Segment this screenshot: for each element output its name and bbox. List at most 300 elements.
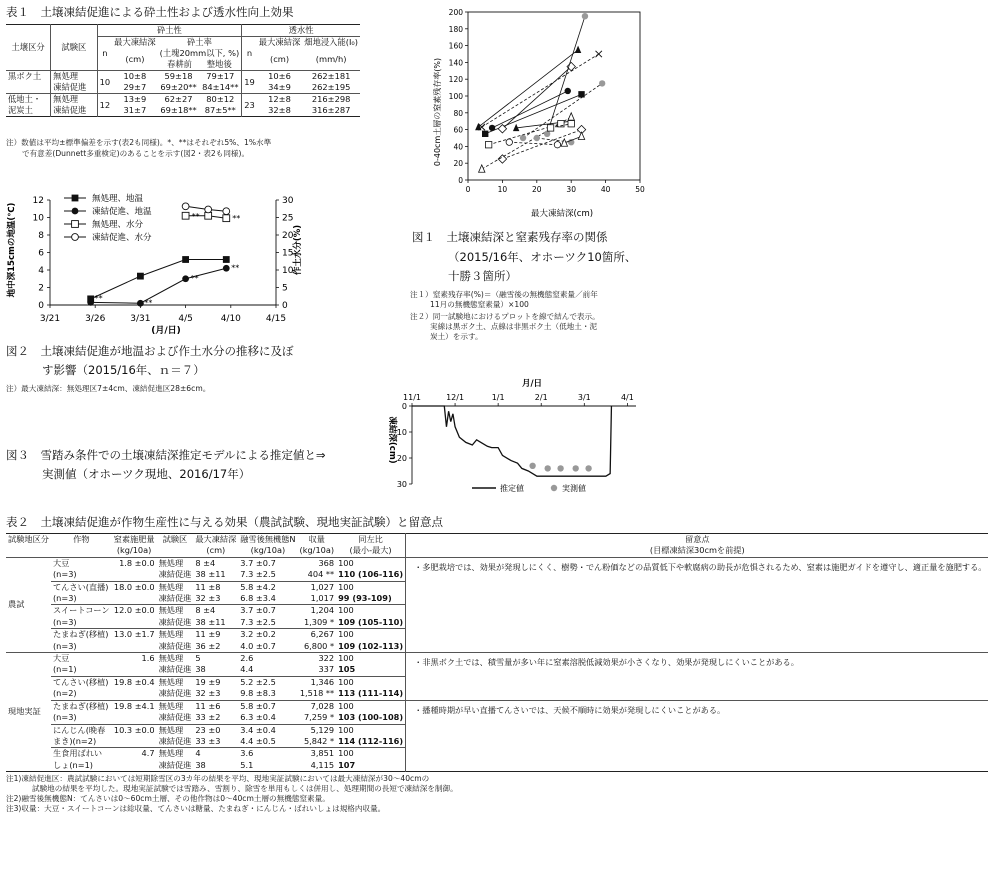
fig1-point	[489, 125, 495, 131]
t2-yield: 1,204	[310, 605, 335, 616]
t1-plot: 凍結促進	[51, 105, 97, 117]
fig2-legend-label: 無処理、地温	[92, 194, 144, 204]
t2-plot: 凍結促進	[158, 640, 192, 651]
t1-n1: 12	[99, 99, 111, 110]
t2-ratio: 100	[336, 700, 406, 712]
t1-plot: 凍結促進	[51, 82, 97, 94]
t2-fert	[112, 760, 157, 772]
fig1-series-line	[537, 138, 571, 142]
t2-plot: 凍結促進	[158, 664, 192, 675]
t2-depth: 38 ±11	[195, 569, 226, 580]
fig2-significance-stars: **	[94, 293, 103, 303]
t2-yield: 1,017	[310, 593, 335, 604]
t1-hdr-n2: n	[246, 48, 253, 58]
t1-hdr-depth: 最大凍結深	[114, 37, 156, 47]
fig1-point	[578, 91, 584, 97]
fig1-point	[547, 125, 553, 131]
fig3-xtick-label: 3/1	[577, 393, 591, 402]
t2-plot: 凍結促進	[158, 712, 192, 723]
fig1-note-2: 注２）同一試験地におけるプロットを線で結んで表示。	[410, 312, 600, 321]
t1-after: 79±17	[199, 71, 241, 83]
fig3-ytick-label: 20	[396, 454, 407, 463]
t2-fert	[112, 569, 157, 581]
t2-ratio: 110 (106-116)	[336, 569, 406, 581]
fig2-ytick-right-label: 30	[282, 196, 294, 206]
fig2-point	[223, 215, 230, 222]
t1-plot: 無処理	[51, 71, 97, 83]
fig1-series-line	[509, 142, 557, 145]
fig3-xtick-label: 12/1	[446, 393, 465, 402]
fig3-xtick-label: 1/1	[491, 393, 505, 402]
t2-plot: 無処理	[158, 605, 184, 616]
t2-plot: 凍結促進	[158, 735, 192, 746]
fig2-xtick-label: 3/26	[85, 314, 106, 324]
t2-ratio: 103 (100-108)	[336, 712, 406, 724]
t2-depth: 5	[195, 653, 201, 664]
fig1-point	[565, 88, 571, 94]
fig1-series-line	[478, 50, 578, 127]
t1-depth1: 31±7	[123, 105, 147, 115]
t1-soil	[6, 82, 51, 94]
fig2-point	[182, 212, 189, 219]
t2-minN: 3.2 ±0.2	[240, 629, 276, 640]
fig2-legend-label: 凍結促進、地温	[92, 207, 152, 217]
t2-minN: 3.7 ±0.7	[240, 605, 276, 616]
t1-hdr-soil: 土壌区分	[6, 25, 51, 71]
t2-h-yield-unit: (kg/10a)	[299, 545, 335, 556]
table2-caption: 表２ 土壌凍結促進が作物生産性に与える効果（農試試験、現地実証試験）と留意点	[6, 515, 443, 529]
t2-h-yield: 収量	[308, 534, 325, 544]
t2-ratio: 105	[336, 664, 406, 676]
fig1-series-line	[523, 83, 602, 138]
t1-after: 80±12	[199, 94, 241, 106]
t1-infil: 216±298	[311, 94, 351, 104]
t1-before: 62±27	[164, 94, 193, 104]
fig3-legend-est: 推定値	[500, 484, 524, 493]
t2-fert	[112, 617, 157, 629]
t2-minN: 5.8 ±0.7	[240, 700, 276, 711]
fig2-ytick-left-label: 4	[38, 266, 44, 276]
t2-depth: 19 ±9	[195, 676, 221, 687]
t2-fert: 4.7	[141, 748, 155, 759]
fig1-point	[485, 142, 491, 148]
fig1-ytick-label: 100	[448, 92, 463, 101]
table2-wrap	[6, 533, 987, 814]
t2-crop: 大豆	[52, 653, 70, 664]
t1-soil: 低地土・	[6, 94, 51, 106]
fig2-xtick-label: 3/31	[130, 314, 151, 324]
t2-h-ratio: 同左比	[336, 534, 406, 546]
t1-depth2: 34±9	[268, 82, 291, 92]
t1-n2: 19	[244, 76, 255, 87]
t2-crop: 生食用ばれい	[52, 748, 103, 759]
t2-ratio: 100	[336, 581, 406, 593]
t2-ratio: 100	[336, 653, 406, 665]
fig2-ytick-right-label: 0	[282, 301, 288, 311]
t2-yield: 1,027	[310, 581, 335, 592]
fig1-point	[544, 131, 550, 137]
t1-hdr-infil-unit: (mm/h)	[315, 53, 347, 64]
t2-yield: 368	[318, 557, 335, 568]
t2-crop: スイートコーン	[52, 605, 110, 616]
t1-group-saido: 砕土性	[97, 25, 242, 37]
fig3-xtick-label: 11/1	[403, 393, 421, 402]
t2-fert	[112, 664, 157, 676]
fig2-ytick-right-label: 5	[282, 283, 288, 294]
t2-depth: 8 ±4	[195, 557, 216, 568]
t2-depth: 11 ±8	[195, 581, 221, 592]
t2-minN: 4.4	[240, 664, 254, 675]
t1-infil: 262±181	[311, 71, 351, 81]
fig2-ytick-left-label: 12	[32, 196, 44, 206]
fig3-observed-point	[529, 463, 535, 469]
fig1-point	[554, 142, 560, 148]
t2-fert: 1.8 ±0.0	[119, 557, 155, 568]
t2-crop: (n=2)	[52, 688, 77, 699]
t2-yield: 7,028	[310, 700, 335, 711]
fig2-xtick-label: 4/10	[220, 314, 241, 324]
t2-plot: 凍結促進	[158, 688, 192, 699]
t2-yield: 1,518 **	[299, 688, 335, 699]
t1-depth2: 32±8	[268, 105, 291, 115]
fig2-caption-2: す影響（2015/16年、ｎ＝７）	[42, 363, 205, 377]
fig3-legend-obs-marker	[551, 485, 557, 491]
fig1-point	[568, 121, 574, 127]
t1-before: 69±20**	[160, 82, 197, 92]
fig3-ytick-label: 10	[396, 428, 407, 437]
t2-fert: 18.0 ±0.0	[113, 581, 155, 592]
fig2-point	[182, 203, 189, 210]
table1	[6, 24, 360, 117]
t2-plot: 無処理	[158, 653, 184, 664]
t2-fert	[112, 736, 157, 748]
fig2-significance-stars: **	[191, 211, 200, 221]
t2-h-fert-unit: (kg/10a)	[116, 545, 152, 556]
t2-ratio: 107	[336, 760, 406, 772]
fig2-point	[72, 221, 79, 228]
table-row	[6, 700, 988, 712]
fig1-ytick-label: 20	[453, 159, 463, 169]
t2-h-remarks: 留意点	[685, 534, 710, 544]
fig2-xtick-label: 3/21	[39, 314, 61, 324]
t2-minN: 6.8 ±3.4	[240, 593, 276, 604]
t2-remark-text: ・多肥栽培では、効果が発現しにくく、樹勢・でん粉価などの品質低下や軟腐病の助長が危惧されるため、窒素は施肥ガイドを遵守し、適正量を施肥する。	[414, 561, 987, 572]
fig2-point	[72, 195, 79, 202]
fig1-point	[599, 80, 605, 86]
fig2-ytick-left-label: 6	[38, 248, 44, 259]
table2-note-1b: 試験地の結果を平均した。現地実証試験では雪踏み、雪割り、除雪を単用もしくは併用し、処理期間の長短で凍結深を制御。	[32, 784, 458, 794]
t2-minN: 9.8 ±8.3	[240, 688, 276, 699]
fig2-note: 注）最大凍結深：無処理区7±4cm、凍結促進区28±6cm。	[6, 384, 211, 393]
table1-caption: 表１ 土壌凍結促進による砕土性および透水性向上効果	[6, 5, 294, 19]
t2-plot: 無処理	[158, 676, 184, 687]
t2-yield: 6,267	[310, 629, 335, 640]
t1-infil: 316±287	[311, 105, 351, 115]
fig2-significance-stars: **	[231, 263, 240, 273]
t1-hdr-rate-sub: (土塊20mm以下, %)	[159, 48, 240, 58]
t2-fert: 10.3 ±0.0	[113, 724, 155, 735]
fig1-ytick-label: 180	[448, 24, 463, 34]
fig2-xtick-label: 4/5	[178, 314, 193, 324]
fig2-ytick-right-label: 15	[282, 248, 294, 259]
fig1-point	[506, 139, 512, 145]
t2-crop: たまねぎ(移植)	[52, 629, 109, 640]
t1-hdr-rate-block	[158, 48, 242, 71]
fig2-point	[72, 234, 79, 241]
t2-yield: 404 **	[307, 569, 335, 580]
fig2-ylabel-left: 地中深15cmの地温(℃)	[7, 202, 17, 298]
fig2-series-line	[91, 268, 227, 303]
t2-depth: 38	[195, 759, 206, 770]
fig2-point	[223, 265, 230, 272]
t1-hdr-plot: 試験区	[51, 25, 97, 71]
t1-n2: 23	[244, 99, 255, 110]
t2-remark	[406, 700, 988, 771]
fig1-note-2c: 炭土）を示す。	[430, 332, 483, 341]
t2-minN: 7.3 ±2.5	[240, 569, 276, 580]
t2-yield: 1,309 *	[303, 616, 335, 627]
fig2-point	[205, 212, 212, 219]
t2-depth: 11 ±6	[195, 700, 221, 711]
fig3-ytick-label: 0	[401, 402, 407, 411]
t1-hdr-infil: 畑地浸入能(I₀)	[304, 37, 358, 47]
fig1-ytick-label: 120	[448, 75, 463, 85]
fig3-observed-point	[557, 465, 563, 471]
fig3-observed-point	[544, 465, 550, 471]
fig2-significance-stars: **	[144, 298, 153, 308]
fig1-xtick-label: 50	[635, 185, 645, 194]
t1-depth2: 10±6	[268, 71, 291, 81]
fig2-point	[72, 208, 79, 215]
t2-fert: 12.0 ±0.0	[113, 605, 155, 616]
t2-h-depth-unit: (cm)	[206, 545, 226, 556]
fig2-point	[137, 300, 144, 307]
t1-depth1: 13±9	[123, 94, 147, 104]
t2-fert	[112, 641, 157, 653]
t2-yield: 1,346	[310, 676, 335, 687]
fig1-ytick-label: 0	[458, 176, 463, 185]
fig1-caption-2: （2015/16年、オホーツク10箇所、	[448, 250, 637, 264]
fig2-ytick-left-label: 2	[38, 283, 44, 294]
t2-crop: てんさい(移植)	[52, 676, 109, 687]
fig2-ytick-right-label: 25	[282, 213, 294, 224]
fig1-point	[575, 46, 581, 53]
t1-after: 87±5**	[199, 105, 241, 117]
fig2-significance-stars: **	[232, 214, 241, 224]
fig1-xtick-label: 40	[600, 185, 611, 194]
t2-depth: 23 ±0	[195, 724, 221, 735]
t2-ratio: 109 (102-113)	[336, 641, 406, 653]
fig1-ytick-label: 40	[453, 142, 463, 152]
table1-note-2: で有意差(Dunnett多重検定)のあることを示す(図2・表2も同様)。	[22, 149, 250, 158]
t2-fert	[112, 712, 157, 724]
t2-minN: 3.7 ±0.7	[240, 557, 276, 568]
t1-depth1: 10±8	[123, 71, 147, 81]
fig1-caption-1: 図１ 土壌凍結深と窒素残存率の関係	[412, 230, 608, 244]
t2-depth: 38 ±11	[195, 616, 226, 627]
fig2-point	[182, 256, 189, 263]
t2-fert	[112, 688, 157, 700]
fig2-xlabel: (月/日)	[151, 326, 181, 336]
t1-n1: 10	[99, 76, 111, 87]
t2-crop: しょ(n=1)	[52, 759, 93, 770]
fig1-series-line	[492, 91, 568, 128]
t1-group-tousui: 透水性	[242, 25, 360, 37]
t2-depth: 33 ±3	[195, 735, 221, 746]
t2-depth: 8 ±4	[195, 605, 216, 616]
t2-ratio: 114 (112-116)	[336, 736, 406, 748]
fig1-ytick-label: 60	[453, 125, 463, 135]
fig1-chart	[412, 4, 648, 222]
fig2-point	[205, 206, 212, 213]
t2-crop: 大豆	[52, 557, 70, 568]
t2-crop: (n=1)	[52, 664, 77, 675]
t2-yield: 4,115	[310, 759, 335, 770]
t2-minN: 4.4 ±0.5	[240, 735, 276, 746]
t2-depth: 32 ±3	[195, 688, 221, 699]
t2-ratio: 100	[336, 724, 406, 736]
fig2-caption-1: 図２ 土壌凍結促進が地温および作土水分の推移に及ぼ	[6, 344, 294, 358]
fig1-note-1b: 11月の無機態窒素量）×100	[430, 300, 529, 309]
t2-depth: 32 ±3	[195, 593, 221, 604]
t2-h-depth: 最大凍結深	[195, 534, 237, 544]
t2-remark-text: ・播種時期が早い直播てんさいでは、天候不順時に効果が発現しにくいことがある。	[414, 704, 726, 715]
t1-soil: 泥炭土	[6, 105, 51, 117]
t2-depth: 38	[195, 664, 206, 675]
fig3-xlabel: 月/日	[521, 379, 543, 389]
t1-depth2: 12±8	[268, 94, 291, 104]
t2-crop: (n=3)	[52, 640, 77, 651]
fig1-plot-frame	[468, 12, 640, 180]
fig1-point	[568, 113, 574, 120]
t1-after: 84±14**	[199, 82, 241, 94]
t2-minN: 4.0 ±0.7	[240, 640, 276, 651]
t2-area: 現地実証	[8, 706, 41, 717]
t2-yield: 3,851	[310, 748, 335, 759]
t2-fert: 1.6	[141, 653, 155, 664]
fig2-xtick-label: 4/15	[265, 314, 287, 324]
fig2-legend-label: 凍結促進、水分	[92, 233, 152, 243]
t2-ratio: 100	[336, 629, 406, 641]
fig3-ylabel: 凍結深(cm)	[387, 416, 397, 464]
t2-fert: 19.8 ±0.4	[113, 676, 155, 687]
fig1-xtick-label: 0	[465, 185, 471, 194]
fig1-xtick-label: 30	[566, 185, 576, 194]
t2-fert: 13.0 ±1.7	[113, 629, 155, 640]
fig3-chart	[378, 376, 646, 498]
t1-hdr-before: 春耕前	[167, 59, 192, 69]
fig2-ytick-right-label: 10	[282, 266, 294, 276]
t2-yield: 5,842 *	[303, 735, 335, 746]
fig2-point	[223, 208, 230, 215]
fig3-ytick-label: 30	[396, 480, 407, 489]
t2-h-ratio-unit: (最小-最大)	[336, 545, 406, 557]
t2-minN: 5.8 ±4.2	[240, 581, 276, 592]
fig1-ytick-label: 80	[453, 108, 463, 118]
t2-plot: 無処理	[158, 581, 184, 592]
fig3-observed-point	[585, 465, 591, 471]
fig1-note-2b: 実線は黒ボク土、点線は非黒ボク土（低地土・泥	[430, 322, 598, 331]
fig1-note-1: 注１）窒素残存率(%)＝（融雪後の無機態窒素量／前年	[410, 290, 598, 299]
t2-plot: 無処理	[158, 700, 184, 711]
t2-crop: にんじん(晩春	[52, 724, 106, 735]
fig2-ytick-right-label: 20	[282, 231, 294, 241]
t2-yield: 6,800 *	[303, 640, 335, 651]
t2-minN: 7.3 ±2.5	[240, 616, 276, 627]
fig3-estimate-line	[412, 406, 611, 476]
t2-depth: 36 ±2	[195, 640, 221, 651]
fig2-legend-label: 無処理、水分	[92, 220, 144, 230]
t1-plot: 無処理	[51, 94, 97, 106]
t2-h-remarks-sub: (目標凍結深30cmを前提)	[649, 545, 745, 556]
t2-depth: 4	[195, 748, 201, 759]
t2-crop: たまねぎ(移植)	[52, 700, 109, 711]
fig2-point	[87, 299, 94, 306]
fig1-point	[479, 165, 485, 172]
t2-depth: 33 ±2	[195, 712, 221, 723]
t2-plot: 無処理	[158, 748, 184, 759]
fig3-legend-obs: 実測値	[562, 484, 586, 493]
fig1-point	[482, 131, 488, 137]
fig1-series-line	[547, 16, 585, 134]
table2-note-2: 注2)融雪後無機態N：てんさいは0～60cm土層、その他作物は0～40cm土層の無機態窒素量。	[6, 794, 330, 804]
fig1-series-line	[502, 67, 571, 129]
table2-note-1: 注1)凍結促進区：農試試験においては短期除雪区の3カ年の結果を平均、現地実証試験においては最大凍結深が30～40cmの	[6, 774, 430, 784]
t2-crop: (n=3)	[52, 593, 77, 604]
t2-minN: 3.4 ±0.4	[240, 724, 276, 735]
t2-remark	[406, 557, 988, 652]
table-row	[6, 653, 988, 665]
t1-hdr-depth2: 最大凍結深	[258, 37, 301, 47]
fig1-ytick-label: 140	[448, 58, 463, 68]
fig1-xtick-label: 10	[497, 185, 508, 194]
fig1-ytick-label: 160	[448, 41, 463, 51]
t2-yield: 7,259 *	[303, 712, 335, 723]
t2-crop: まき)(n=2)	[52, 735, 97, 746]
t2-ratio: 99 (93-109)	[336, 593, 406, 605]
t2-yield: 322	[318, 653, 335, 664]
t2-h-fert: 窒素施肥量	[113, 534, 155, 544]
fig3-xtick-label: 2/1	[534, 393, 548, 402]
t2-fert: 19.8 ±4.1	[113, 700, 155, 711]
t2-plot: 凍結促進	[158, 569, 192, 580]
t1-depth1: 29±7	[123, 82, 147, 92]
fig2-chart	[4, 188, 304, 338]
table2-note-3: 注3)収量：大豆・スイートコーンは総収量、てんさいは糖量、たまねぎ・にんじん・ばれいしょは規格内収量。	[6, 804, 386, 814]
t2-plot: 無処理	[158, 724, 184, 735]
fig1-point	[534, 135, 540, 141]
fig2-ylabel-right: 作土水分(%)	[293, 224, 303, 276]
table2	[6, 533, 988, 772]
t2-remark-text: ・非黒ボク土では、積雪量が多い年に窒素溶脱低減効果が小さくなり、効果が発現しにくいことがある。	[414, 657, 799, 668]
t1-soil: 黒ボク土	[6, 71, 51, 83]
t2-crop: (n=3)	[52, 569, 77, 580]
t2-plot: 凍結促進	[158, 759, 192, 770]
fig1-xlabel: 最大凍結深(cm)	[530, 209, 594, 219]
t2-plot: 無処理	[158, 629, 184, 640]
fig1-caption-3: 十勝３箇所）	[448, 269, 517, 283]
t1-before: 59±18	[164, 71, 193, 81]
fig2-significance-stars: **	[190, 273, 199, 283]
t2-h-crop: 作物	[73, 534, 90, 544]
fig1-ylabel: 0-40cm土層の窒素残存率(%)	[433, 57, 442, 167]
t2-yield: 5,129	[310, 724, 335, 735]
t2-ratio: 100	[336, 557, 406, 569]
t1-infil: 262±195	[311, 82, 351, 92]
t2-crop: てんさい(直播)	[52, 581, 109, 592]
t2-crop: (n=3)	[52, 712, 77, 723]
fig1-xtick-label: 20	[532, 185, 542, 194]
